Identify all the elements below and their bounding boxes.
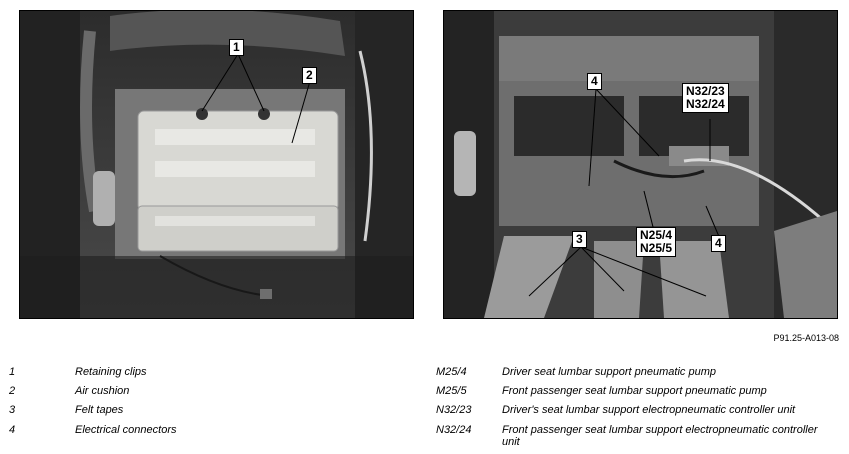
callout-n25-5: N25/5 — [640, 241, 673, 255]
legend-key: M25/5 — [436, 385, 467, 397]
legend-key: 4 — [9, 424, 16, 436]
legend-description: Front passenger seat lumbar support pneumatic pump — [502, 385, 767, 397]
legend-key: 1 — [9, 366, 16, 378]
legend-key: 2 — [9, 385, 16, 397]
legend-key: N32/24 — [436, 424, 472, 436]
seat-photo-right-drawing — [444, 11, 837, 318]
seat-photo-left — [19, 10, 414, 319]
callout-n32-23: N32/23 — [686, 84, 725, 98]
callout-electrical-connectors-top: 4 — [587, 73, 602, 90]
legend-description: Felt tapes — [75, 404, 124, 416]
callout-n25-4: N25/4 — [640, 228, 673, 242]
callout-pneumatic-pumps — [636, 227, 676, 257]
legend-description: Driver's seat lumbar support electropneumatic controller unit — [502, 404, 796, 416]
callout-retaining-clips: 1 — [229, 39, 244, 56]
seat-photo-left-drawing — [20, 11, 413, 318]
legend-key: 3 — [9, 404, 16, 416]
seat-photo-right — [443, 10, 838, 319]
legend-description: Retaining clips — [75, 366, 147, 378]
callout-n32-24: N32/24 — [686, 97, 725, 111]
callout-air-cushion: 2 — [302, 67, 317, 84]
legend-description: Air cushion — [75, 385, 130, 397]
legend-description: Electrical connectors — [75, 424, 177, 436]
callout-felt-tapes: 3 — [572, 231, 587, 248]
legend-key: M25/4 — [436, 366, 467, 378]
callout-electrical-connectors-bottom: 4 — [711, 235, 726, 252]
legend-description: Driver seat lumbar support pneumatic pump — [502, 366, 716, 378]
legend-description: Front passenger seat lumbar support electropneumatic controller unit — [502, 424, 818, 448]
legend-key: N32/23 — [436, 404, 472, 416]
figure-id: P91.25-A013-08 — [773, 333, 839, 343]
callout-controller-units — [682, 83, 729, 113]
